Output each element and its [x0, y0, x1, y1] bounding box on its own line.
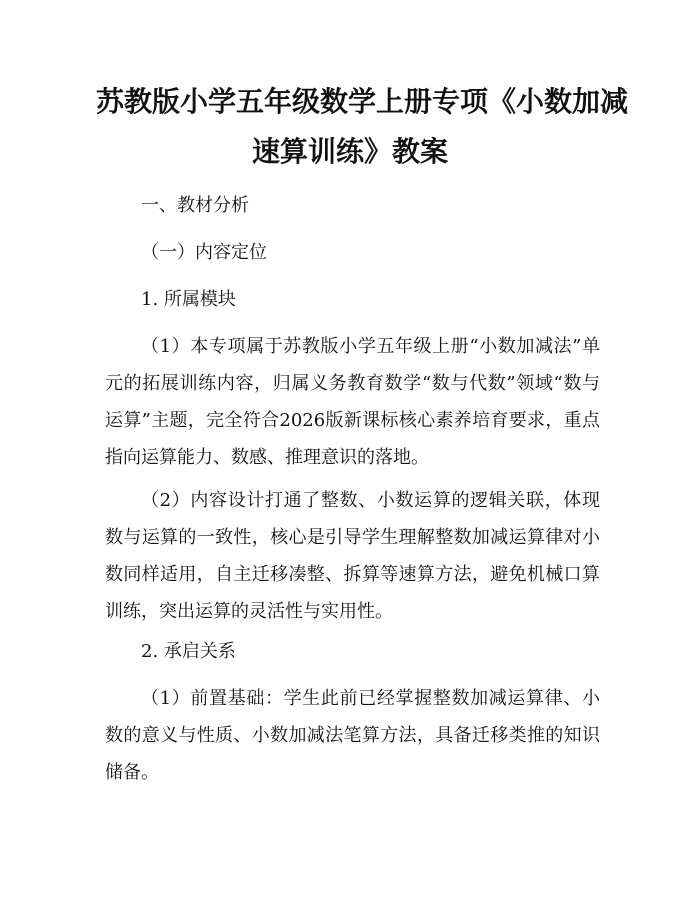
section-heading-teaching-analysis: 一、教材分析 [141, 195, 249, 216]
item-heading-module: 1. 所属模块 [141, 289, 236, 310]
paragraph-prior-knowledge: （1）前置基础：学生此前已经掌握整数加减运算律、小数的意义与性质、小数加减法笔算方法，具备迁移类推的知识储备。 [105, 688, 600, 783]
item-heading-connection: 2. 承启关系 [141, 641, 236, 662]
document-title-line-1: 苏教版小学五年级数学上册专项《小数加减 [96, 85, 629, 118]
paragraph-module-description: （1）本专项属于苏教版小学五年级上册“小数加减法”单元的拓展训练内容，归属义务教育数学“数与代数”领域“数与运算”主题，完全符合2026版新课标核心素养培育要求，重点指向运算能力、数感、推理意识的落地。 [105, 336, 600, 468]
paragraph-content-design: （2）内容设计打通了整数、小数运算的逻辑关联，体现数与运算的一致性，核心是引导学生理解整数加减运算律对小数同样适用，自主迁移凑整、拆算等速算方法，避免机械口算训练，突出运算的灵活性与实用性。 [105, 490, 600, 622]
document-title-line-2: 速算训练》教案 [251, 135, 448, 168]
subsection-heading-content-positioning: （一）内容定位 [141, 242, 267, 263]
